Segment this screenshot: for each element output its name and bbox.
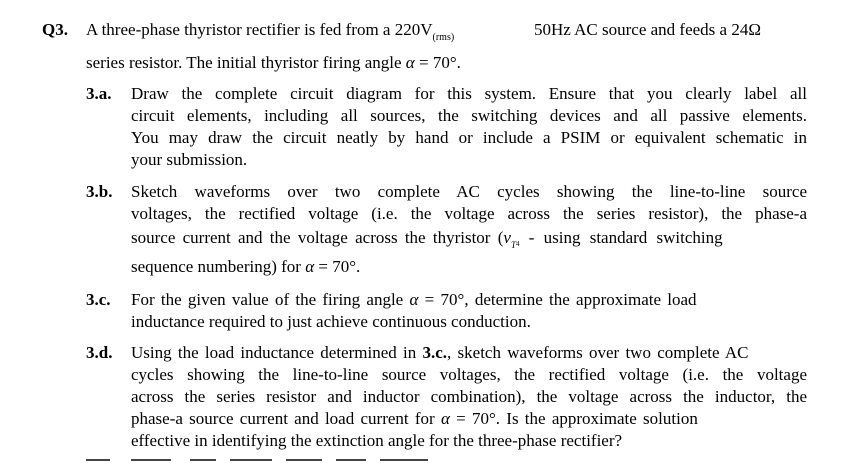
alpha-symbol: α xyxy=(405,53,415,72)
alpha-symbol-b: α xyxy=(305,257,315,276)
part-c-line-2: inductance required to just achieve continuous conduction. xyxy=(131,312,531,331)
thyristor-subscript: T xyxy=(510,240,516,250)
part-b-line-3 xyxy=(131,227,723,252)
part-d-line-4 xyxy=(131,408,698,430)
part-d-line-5: effective in identifying the extinction angle for the three-phase rectifier? xyxy=(131,431,623,450)
question-text-1b: 50Hz AC source and feeds a 24Ω xyxy=(534,20,761,39)
part-d-text-4b: . Is the approximate solution xyxy=(495,409,698,428)
part-d-text-4a: phase-a source current and load current for xyxy=(131,409,435,428)
question-number: Q3. xyxy=(42,20,68,39)
part-c-reference: 3.c. xyxy=(422,343,448,362)
question-line-1b xyxy=(534,19,761,41)
part-c-label: 3.c. xyxy=(86,290,111,309)
question-text-2: series resistor. The initial thyristor firing angle xyxy=(86,53,402,72)
alpha-value-c: = 70° xyxy=(424,290,465,309)
alpha-symbol-d: α xyxy=(440,409,450,428)
part-b-line-1: Sketch waveforms over two complete AC cycles showing the line-to-line source xyxy=(131,182,807,201)
alpha-value-d: = 70° xyxy=(456,409,496,428)
cropped-next-line xyxy=(0,459,860,466)
alpha-value-b: = 70°. xyxy=(318,257,361,276)
thyristor-voltage-symbol: v xyxy=(503,228,511,247)
part-a-line-2: circuit elements, including all sources, the switching devices and all passive elements. xyxy=(131,106,807,125)
alpha-value: = 70°. xyxy=(418,53,461,72)
part-c-text-1b: , determine the approximate load xyxy=(464,290,697,309)
part-d-line-3: across the series resistor and inductor combination), the voltage across the inductor, the xyxy=(131,387,807,406)
part-c-line-1 xyxy=(131,289,697,311)
alpha-symbol-c: α xyxy=(409,290,419,309)
part-d-line-2: cycles showing the line-to-line source voltages, the rectified voltage (i.e. the voltage xyxy=(131,365,807,384)
part-a-line-4: your submission. xyxy=(131,150,248,169)
part-b-text-3a: source current and the voltage across the thyristor ( xyxy=(131,228,504,247)
part-d-label: 3.d. xyxy=(86,343,113,362)
part-b-text-4a: sequence numbering) for xyxy=(131,257,301,276)
part-c-text-1a: For the given value of the firing angle xyxy=(131,290,404,309)
part-b-line-2: voltages, the rectified voltage (i.e. the voltage across the series resistor), the phase-a xyxy=(131,204,807,223)
question-text-1a: A three-phase thyristor rectifier is fed from a 220V xyxy=(86,20,433,39)
part-d-line-1 xyxy=(131,342,748,364)
question-line-1 xyxy=(86,19,454,44)
part-b-label: 3.b. xyxy=(86,182,113,201)
part-a-line-3: You may draw the circuit neatly by hand or include a PSIM or equivalent schematic in xyxy=(131,128,807,147)
part-d-text-1a: Using the load inductance determined in xyxy=(131,343,417,362)
question-line-2 xyxy=(86,52,461,74)
part-b-text-3b: - using standard switching xyxy=(519,228,723,247)
part-a-line-1: Draw the complete circuit diagram for this system. Ensure that you clearly label all xyxy=(131,84,807,103)
thyristor-subsubscript: 4 xyxy=(515,240,520,248)
part-b-line-4 xyxy=(131,256,360,278)
rms-subscript: (rms) xyxy=(432,32,455,43)
part-d-text-1b: , sketch waveforms over two complete AC xyxy=(447,343,749,362)
part-a-label: 3.a. xyxy=(86,84,112,103)
